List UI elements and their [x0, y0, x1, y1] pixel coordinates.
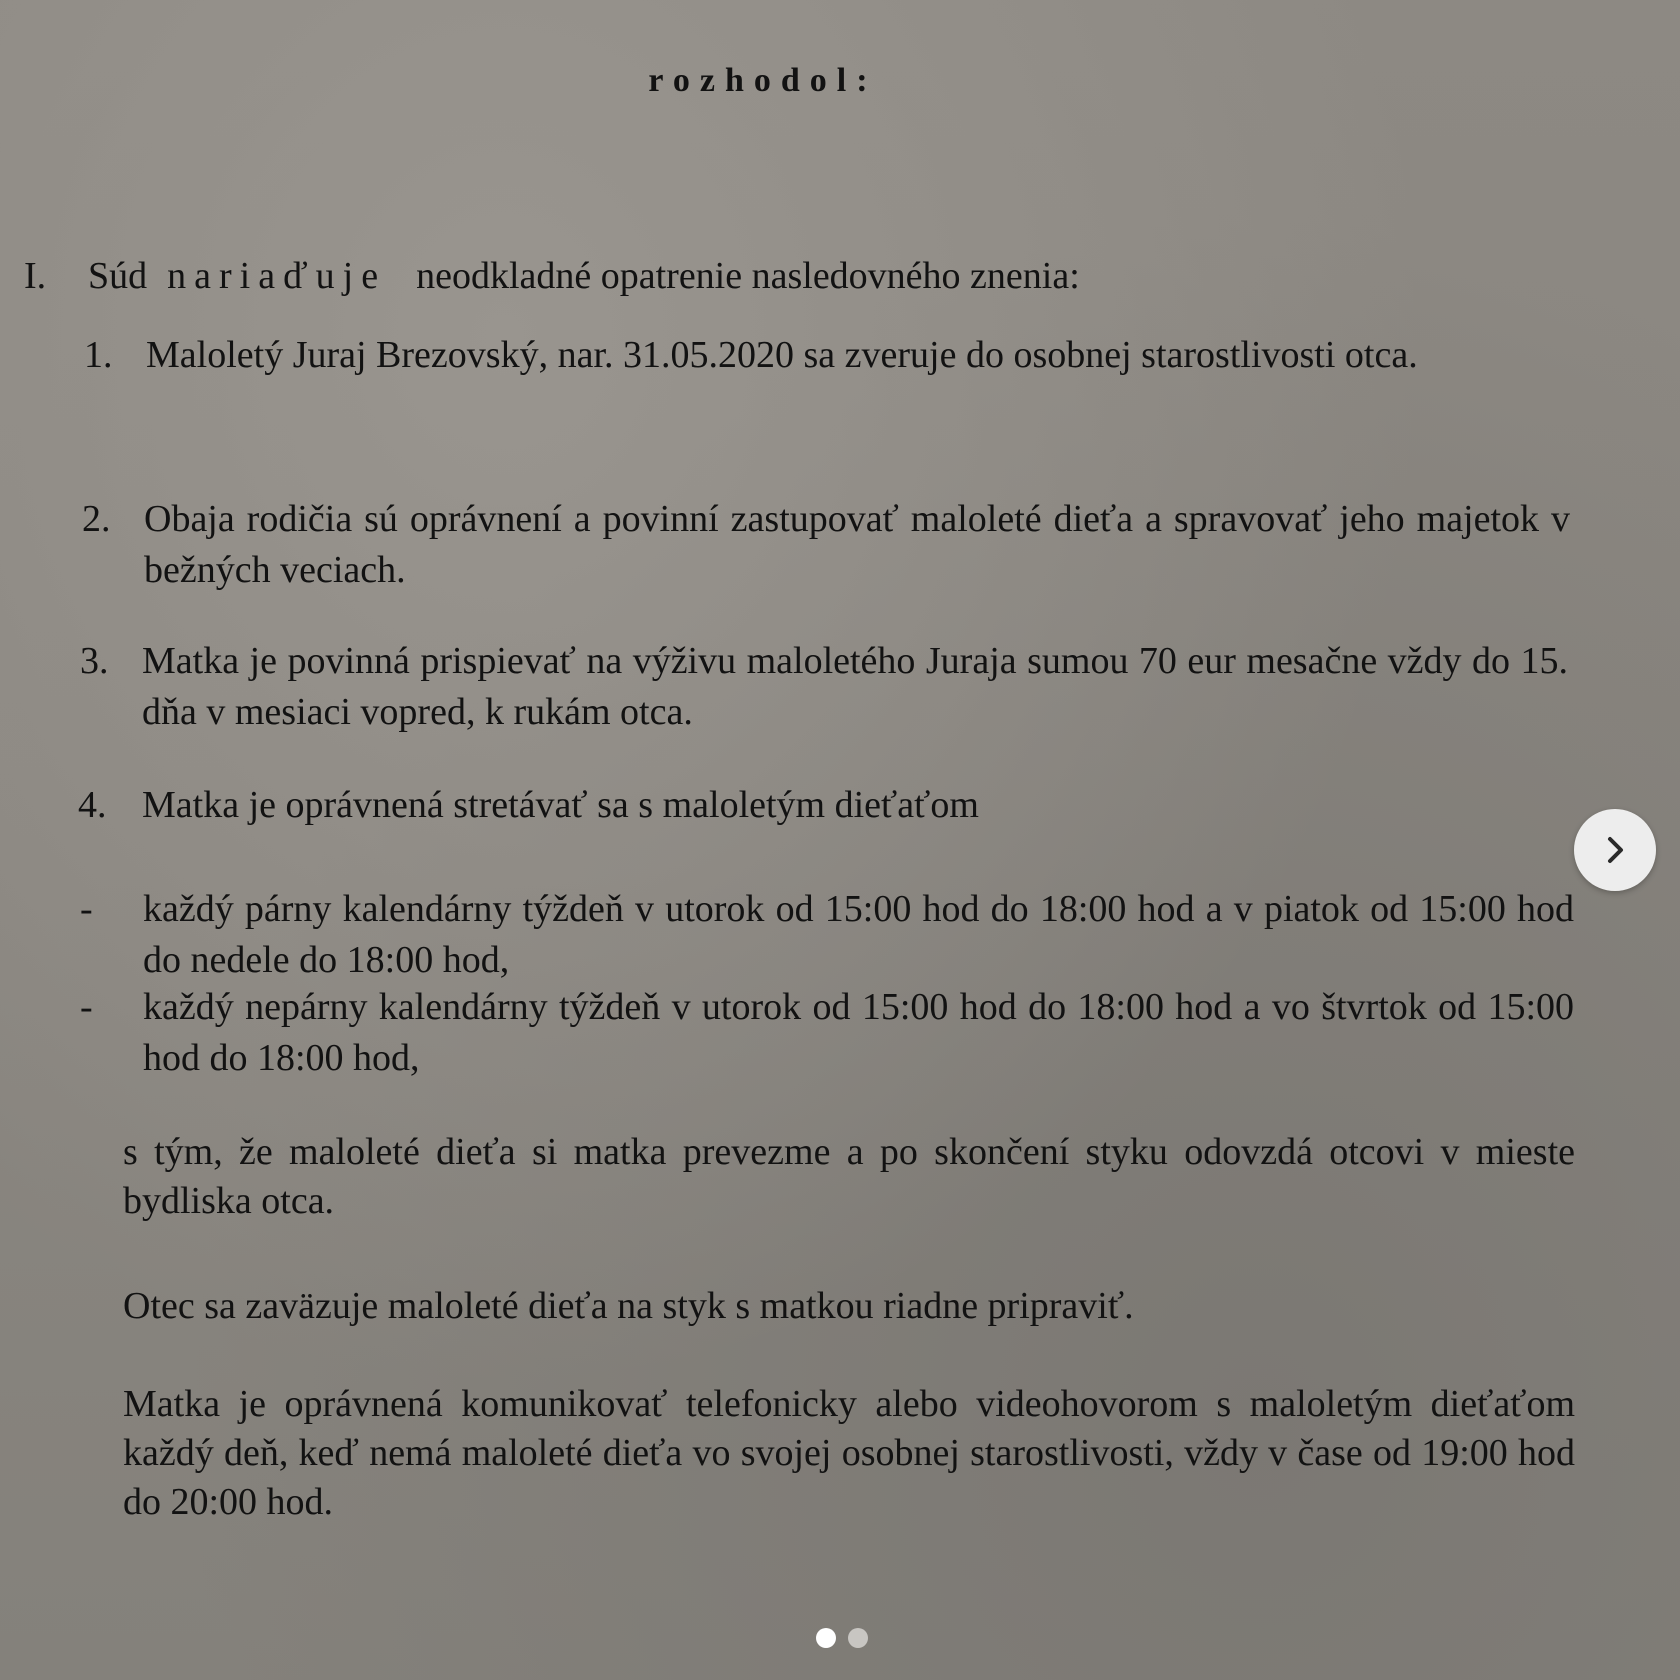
pagination-dot-active[interactable]: [816, 1628, 836, 1648]
item-text: Matka je povinná prispievať na výživu maloletého Juraja sumou 70 eur mesačne vždy do 15. dňa v mesiaci vopred, k rukám otca.: [142, 640, 1568, 733]
list-item: [82, 494, 1570, 596]
item-number: 2.: [82, 498, 111, 540]
pagination-dot[interactable]: [848, 1628, 868, 1648]
bullet-item: [80, 982, 1574, 1084]
next-slide-button[interactable]: [1574, 809, 1656, 891]
bullet-item: [80, 884, 1574, 986]
section-rest: neodkladné opatrenie nasledovného znenia:: [416, 255, 1080, 297]
document-title: rozhodol:: [648, 62, 878, 99]
paragraph: s tým, že maloleté dieťa si matka prevezme a po skončení styku odovzdá otcovi v mieste bydliska otca.: [123, 1131, 1575, 1222]
paragraph: Matka je oprávnená komunikovať telefonicky alebo videohovorom s maloletým dieťaťom každý deň, keď nemá maloleté dieťa vo svojej osobnej starostlivosti, vždy v čase od 19:00 hod do 20:00 hod.: [123, 1383, 1575, 1523]
bullet-text: každý nepárny kalendárny týždeň v utorok od 15:00 hod do 18:00 hod a vo štvrtok od 15:00 hod do 18:00 hod,: [143, 986, 1574, 1079]
section-spaced-word: nariaďuje: [167, 255, 387, 297]
bullet-marker: -: [80, 888, 93, 930]
item-text: Obaja rodičia sú oprávnení a povinní zastupovať maloleté dieťa a spravovať jeho majetok v bežných veciach.: [144, 498, 1570, 591]
bullet-marker: -: [80, 986, 93, 1028]
item-number: 4.: [78, 784, 107, 826]
chevron-right-icon: [1597, 832, 1633, 868]
paragraph: Otec sa zaväzuje maloleté dieťa na styk s matkou riadne pripraviť.: [123, 1285, 1134, 1327]
section-numeral: I.: [24, 255, 47, 297]
list-item: [84, 330, 1568, 381]
list-item: [80, 636, 1568, 738]
section-lead: Súd: [88, 255, 148, 297]
list-item: [78, 780, 1568, 831]
item-number: 3.: [80, 640, 109, 682]
item-text: Matka je oprávnená stretávať sa s maloletým dieťaťom: [142, 784, 979, 826]
carousel-pagination: [816, 1628, 868, 1648]
bullet-text: každý párny kalendárny týždeň v utorok od 15:00 hod do 18:00 hod a v piatok od 15:00 hod do nedele do 18:00 hod,: [143, 888, 1574, 981]
section-heading: [24, 254, 1080, 298]
item-number: 1.: [84, 334, 113, 376]
item-text: Maloletý Juraj Brezovský, nar. 31.05.2020 sa zveruje do osobnej starostlivosti otca.: [146, 334, 1418, 376]
